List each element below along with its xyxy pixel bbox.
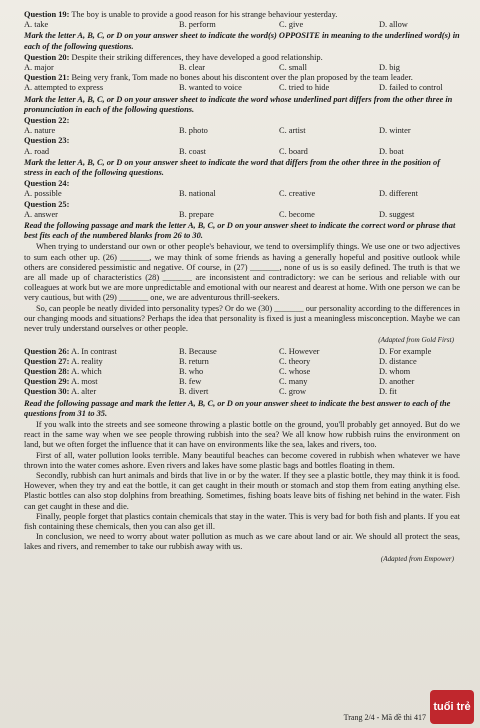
option-a (24, 377, 179, 387)
question-label: Question 29: (24, 377, 70, 387)
option-a: A. nature (24, 126, 56, 136)
option-c: C. theory (279, 356, 311, 366)
options-27 (24, 357, 460, 367)
question-text: The boy is unable to provide a good reason for his strange behaviour yesterday. (71, 10, 338, 19)
option-d: D. another (379, 377, 415, 387)
source-credit: (Adapted from Gold First) (378, 336, 454, 345)
option-c: C. tried to hide (279, 83, 330, 93)
question-label: Question 22: (24, 116, 70, 126)
option-b: B. national (179, 189, 216, 199)
options-22 (24, 126, 460, 136)
option-b: B. clear (179, 63, 206, 73)
instruction-stress: Mark the letter A, B, C, or D on your answer sheet to indicate the word that differs from the other three in the position of stress in each of the following questions. (24, 157, 440, 178)
passage-2-paragraph: Finally, people forget that plastics contain chemicals that stay in the water. This is very bad for both fish and plants. If you eat fish containing these chemicals, then you can also get ill. (24, 511, 460, 531)
options-30 (24, 387, 460, 397)
option-c: C. whose (279, 366, 311, 376)
option-b: B. return (179, 356, 209, 366)
options-19 (24, 20, 460, 30)
options-20 (24, 63, 460, 73)
page-footer: Trang 2/4 - Mã đề thi 417 (343, 713, 426, 722)
option-a (24, 387, 179, 397)
question-label: Question 24: (24, 179, 70, 189)
question-22 (24, 116, 460, 126)
option-a-text: A. most (71, 377, 98, 387)
option-d: D. whom (379, 366, 411, 376)
question-25 (24, 200, 460, 210)
option-a-text: A. which (71, 366, 102, 376)
option-a (24, 357, 179, 367)
question-label: Question 26: (24, 346, 70, 356)
passage-2-paragraph: First of all, water pollution looks terrible. Many beautiful beaches can become covered in rubbish when whatever we have thrown into the water comes ashore. Even rivers and lakes have some plastic bags and bottles floating in them. (24, 450, 460, 470)
option-d: D. big (379, 63, 400, 73)
question-label: Question 20: (24, 52, 70, 62)
options-25 (24, 210, 460, 220)
option-a: A. answer (24, 209, 58, 219)
options-29 (24, 377, 460, 387)
option-b: B. divert (179, 387, 209, 397)
option-d: D. failed to control (379, 83, 443, 93)
option-d: D. distance (379, 356, 417, 366)
instruction-opposite: Mark the letter A, B, C, or D on your answer sheet to indicate the word(s) OPPOSITE in meaning to the underlined word(s) in each of the following questions. (24, 31, 460, 51)
question-label: Question 30: (24, 387, 70, 397)
question-text: Being very frank, Tom made no bones about his discontent over the plan proposed by the team leader. (71, 73, 413, 83)
option-d: D. fit (379, 387, 397, 397)
question-text: Despite their striking differences, they have developed a good relationship. (71, 52, 323, 62)
passage-1-paragraph: So, can people be neatly divided into personality types? Or do we (30) _______ our personality according to the differences in our changing moods and situations? Perhaps the idea that personality is fixed is just a meaningless misconception. Maybe we can never truly understand ourselves or other people. (24, 303, 460, 334)
instruction-passage-1: Read the following passage and mark the letter A, B, C, or D on your answer sheet to indicate the correct word or phrase that best fits each of the numbered blanks from 26 to 30. (24, 221, 456, 241)
option-a: A. major (24, 63, 54, 73)
question-21 (24, 73, 460, 83)
passage-1-paragraph: When trying to understand our own or other people's behaviour, we tend to oversimplify things. We use one or two adjectives to sum each other up. (26) _______, we may think of some friends as having a generally hopeful and positive outlook while others are considered pessimistic and negative. Of course, in (27) _______, none of us is so easily defined. The truth is that we are all made up of characteristics (28) _______ are inconsistent and contradictory: we can be serious and reliable with our colleagues at work but we are more unpredictable and emotional with our nearest and dearest at home. With one person we can be very cautious, but with (29) _______ one, we are adventurous thrill-seekers. (24, 242, 461, 303)
options-21 (24, 83, 460, 93)
passage-2-paragraph: In conclusion, we need to worry about water pollution as much as we care about land or air. We should all protect the seas, lakes and rivers, and remember to take our rubbish away with us. (24, 532, 460, 552)
passage-2-paragraph: Secondly, rubbish can hurt animals and birds that live in or by the water. If they see a plastic bottle, they may think it is food. However, when they try and eat the bottle, it can get caught in their mouth or stomach and stop them from eating anything else. Plastic bottles can also stop dolphins from breathing. Sometimes, fishing boats leave bits of fishing net behind in the water. Fish can get caught in these and die. (24, 470, 460, 511)
question-19 (24, 10, 460, 20)
option-b: B. photo (179, 126, 208, 136)
question-label: Question 21: (24, 73, 70, 83)
option-d: D. suggest (379, 209, 415, 219)
option-a: A. possible (24, 189, 62, 199)
option-a: A. road (24, 146, 50, 156)
option-b: B. few (179, 377, 202, 387)
instruction-passage-2: Read the following passage and mark the letter A, B, C, or D on your answer sheet to indicate the best answer to each of the questions from 31 to 35. (24, 398, 451, 418)
question-label: Question 27: (24, 356, 70, 366)
option-c: C. board (279, 146, 308, 156)
question-20 (24, 53, 460, 63)
option-a-text: A. In contrast (71, 346, 117, 356)
options-24 (24, 189, 460, 199)
option-d: D. allow (379, 20, 408, 30)
option-c: C. become (279, 209, 315, 219)
option-a: A. attempted to express (24, 83, 104, 93)
passage-2-paragraph: If you walk into the streets and see someone throwing a plastic bottle on the ground, you'll probably get annoyed. But do we react in the same way when we see people throwing rubbish into the sea? We all know how rubbish ruins the environment on land, but we often forget the influence that it can have on environments like the sea, lakes and rivers, too. (24, 419, 460, 450)
option-b: B. who (179, 366, 204, 376)
source-credit: (Adapted from Empower) (380, 554, 454, 563)
option-a-text: A. alter (71, 387, 97, 397)
option-d: D. winter (379, 126, 411, 136)
question-label: Question 19: (24, 10, 70, 19)
option-a: A. take (24, 20, 49, 30)
instruction-pronunciation: Mark the letter A, B, C, or D on your answer sheet to indicate the word whose underlined part differs from the other three in pronunciation in each of the following questions. (24, 94, 453, 114)
option-c: C. creative (279, 189, 316, 199)
option-a-text: A. reality (71, 356, 103, 366)
option-c: C. small (279, 63, 307, 73)
options-23 (24, 147, 460, 157)
option-a (24, 367, 179, 377)
option-c: C. However (279, 346, 320, 356)
option-c: C. artist (279, 126, 306, 136)
option-d: D. boat (379, 146, 404, 156)
option-a (24, 347, 179, 357)
option-b: B. perform (179, 20, 216, 30)
option-b: B. prepare (179, 209, 214, 219)
question-label: Question 25: (24, 199, 70, 209)
option-b: B. coast (179, 146, 206, 156)
option-d: D. different (379, 189, 418, 199)
option-c: C. give (279, 20, 304, 30)
question-24 (24, 179, 460, 189)
options-26 (24, 347, 460, 357)
option-d: D. For example (379, 346, 432, 356)
option-b: B. wanted to voice (179, 83, 242, 93)
tuoitre-logo: tuổi trẻ (430, 690, 474, 724)
option-b: B. Because (179, 346, 217, 356)
options-28 (24, 367, 460, 377)
question-23 (24, 136, 460, 146)
question-label: Question 28: (24, 366, 70, 376)
option-c: C. grow (279, 387, 306, 397)
option-c: C. many (279, 377, 308, 387)
question-label: Question 23: (24, 136, 70, 146)
